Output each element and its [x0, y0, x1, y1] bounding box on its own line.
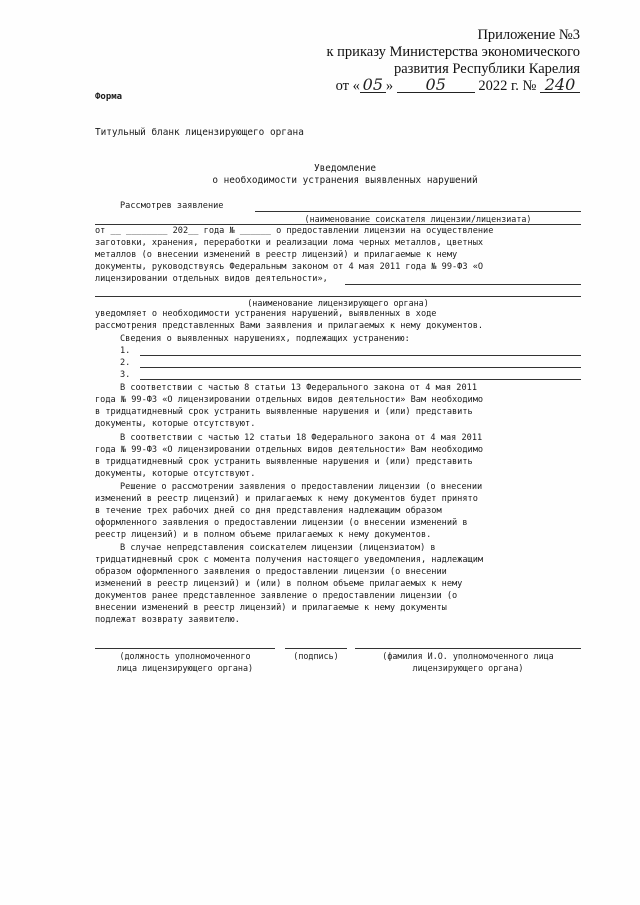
para1-line4: документы, руководствуясь Федеральным законом от 4 мая 2011 года № 99-ФЗ «О: [95, 262, 484, 272]
violation-item-3-label: 3.: [120, 370, 131, 380]
para1-line5: лицензировании отдельных видов деятельности»,: [95, 274, 328, 284]
notify-line1: уведомляет о необходимости устранения нарушений, выявленных в ходе: [95, 309, 437, 319]
part12-line4: документы, которые отсутствуют.: [95, 469, 256, 479]
applicant-line: [255, 211, 581, 212]
signature-line: [285, 648, 347, 649]
violation-item-1-line: [140, 355, 581, 356]
applicant-caption: (наименование соискателя лицензии/лицензиата): [304, 214, 532, 224]
date-prefix: от «: [335, 78, 360, 94]
failure-line7: подлежат возврату заявителю.: [95, 615, 240, 625]
part12-line2: года № 99-ФЗ «О лицензировании отдельных видов деятельности» Вам необходимо: [95, 445, 484, 455]
reviewed-label: Рассмотрев заявление: [120, 201, 224, 211]
violations-heading: Сведения о выявленных нарушениях, подлежащих устранению:: [120, 334, 410, 344]
part8-line1: В соответствии с частью 8 статьи 13 Федерального закона от 4 мая 2011: [120, 383, 477, 393]
failure-line3: образом оформленного заявления о предоставлении лицензии (о внесении: [95, 567, 447, 577]
failure-line6: внесении изменений в реестр лицензий) и прилагаемые к нему документы: [95, 603, 447, 613]
part8-line2: года № 99-ФЗ «О лицензировании отдельных видов деятельности» Вам необходимо: [95, 395, 484, 405]
decision-line1: Решение о рассмотрении заявления о предоставлении лицензии (о внесении: [120, 482, 483, 492]
decision-line4: оформленного заявления о предоставлении лицензии (о внесении изменений в: [95, 518, 468, 528]
part12-line1: В соответствии с частью 12 статьи 18 Федерального закона от 4 мая 2011: [120, 433, 483, 443]
authority-caption: (наименование лицензирующего органа): [247, 298, 429, 308]
title-blank-label: Титульный бланк лицензирующего органа: [95, 127, 304, 138]
handwritten-number: 240: [540, 78, 580, 93]
failure-line1: В случае непредставления соискателем лицензии (лицензиатом) в: [120, 543, 436, 553]
document-title: Уведомление: [313, 163, 377, 174]
document-subtitle: о необходимости устранения выявленных нарушений: [212, 175, 478, 186]
part12-line3: в тридцатидневный срок устранить выявленные нарушения и (или) представить: [95, 457, 473, 467]
violation-item-3-line: [140, 379, 581, 380]
order-date-line: [335, 75, 580, 95]
applicant-line-2: [95, 224, 581, 225]
name-signature-line: [355, 648, 581, 649]
notify-line2: рассмотрения представленных Вами заявления и прилагаемых к нему документов.: [95, 321, 484, 331]
decision-line2: изменений в реестр лицензий) и прилагаемых к нему документов будет принято: [95, 494, 478, 504]
failure-line5: документов ранее представленное заявление о предоставлении лицензии (о: [95, 591, 458, 601]
ministry-name: развития Республики Карелия: [393, 61, 580, 77]
name-caption-1: (фамилия И.О. уполномоченного лица: [382, 651, 554, 661]
position-signature-line: [95, 648, 275, 649]
application-date-line: от __ ________ 202__ года № ______ о предоставлении лицензии на осуществление: [95, 226, 494, 236]
signature-caption: (подпись): [293, 651, 339, 661]
position-caption-2: лица лицензирующего органа): [116, 663, 254, 673]
name-caption-2: лицензирующего органа): [412, 663, 524, 673]
appendix-number: Приложение №3: [477, 27, 580, 43]
decision-line3: в течение трех рабочих дней со дня представления надлежащим образом: [95, 506, 442, 516]
form-label: Форма: [95, 92, 123, 102]
para1-line2: заготовки, хранения, переработки и реализации лома черных металлов, цветных: [95, 238, 484, 248]
decision-line5: реестр лицензий) и в полном объеме прилагаемых к нему документов.: [95, 530, 432, 540]
para1-line3: металлов (о внесении изменений в реестр лицензий) и прилагаемые к нему: [95, 250, 458, 260]
order-reference: к приказу Министерства экономического: [326, 44, 580, 60]
authority-line-1: [345, 284, 581, 285]
violation-item-2-line: [140, 367, 581, 368]
part8-line3: в тридцатидневный срок устранить выявленные нарушения и (или) представить: [95, 407, 473, 417]
date-mid: »: [385, 78, 394, 94]
violation-item-2-label: 2.: [120, 358, 131, 368]
position-caption-1: (должность уполномоченного: [119, 651, 251, 661]
handwritten-day: 05: [360, 78, 386, 93]
authority-line-2: [95, 296, 581, 297]
part8-line4: документы, которые отсутствуют.: [95, 419, 256, 429]
handwritten-month: 05: [397, 78, 475, 93]
year-text: 2022 г. №: [478, 78, 537, 94]
failure-line2: тридцатидневный срок с момента получения настоящего уведомления, надлежащим: [95, 555, 484, 565]
violation-item-1-label: 1.: [120, 346, 131, 356]
failure-line4: изменений в реестр лицензий) и (или) в полном объеме прилагаемых к нему: [95, 579, 463, 589]
